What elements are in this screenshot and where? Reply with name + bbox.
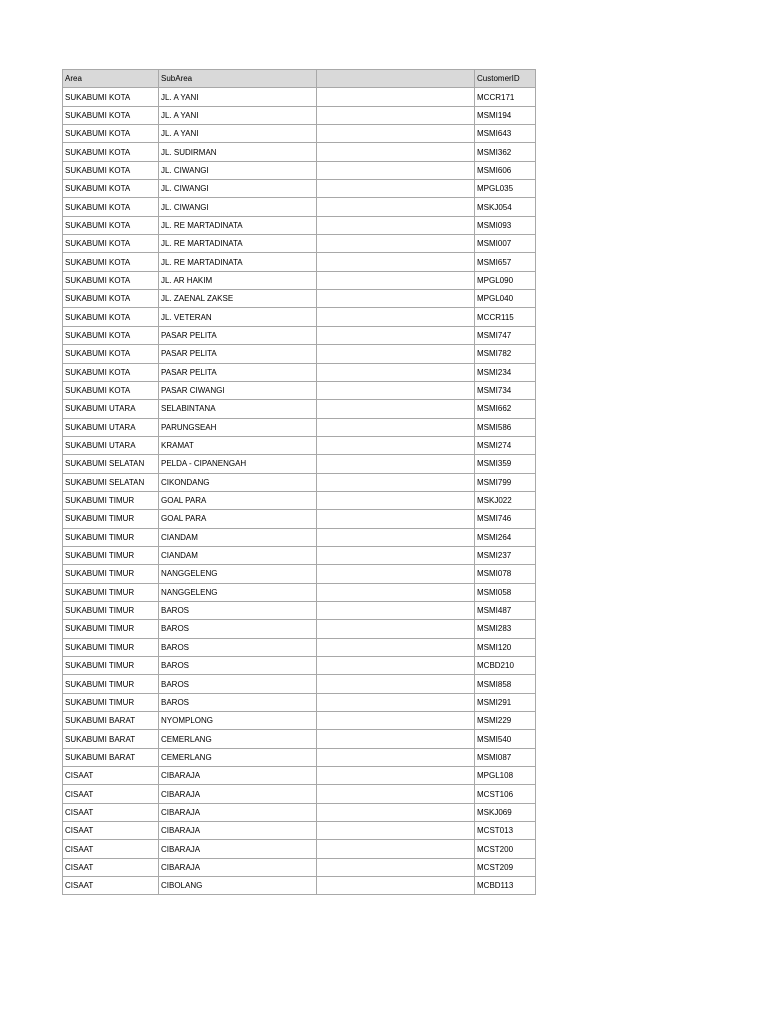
cell-subarea: BAROS — [159, 693, 317, 711]
cell-subarea: JL. ZAENAL ZAKSE — [159, 290, 317, 308]
table-row — [63, 88, 536, 106]
cell-subarea: CEMERLANG — [159, 748, 317, 766]
table-row — [63, 125, 536, 143]
cell-customer-id: MCST013 — [475, 822, 536, 840]
table-row — [63, 381, 536, 399]
cell-area: SUKABUMI TIMUR — [63, 528, 159, 546]
header-blank — [317, 70, 475, 88]
cell-subarea: JL. A YANI — [159, 125, 317, 143]
table-row — [63, 473, 536, 491]
cell-subarea: GOAL PARA — [159, 491, 317, 509]
cell-customer-id: MSMI606 — [475, 161, 536, 179]
header-customer-id: CustomerID — [475, 70, 536, 88]
table-row — [63, 106, 536, 124]
cell-customer-id: MPGL035 — [475, 180, 536, 198]
table-row — [63, 657, 536, 675]
cell-customer-id: MSMI746 — [475, 510, 536, 528]
table-row — [63, 693, 536, 711]
cell-area: SUKABUMI TIMUR — [63, 601, 159, 619]
cell-blank — [317, 565, 475, 583]
table-row — [63, 510, 536, 528]
cell-area: SUKABUMI KOTA — [63, 253, 159, 271]
table-row — [63, 436, 536, 454]
cell-blank — [317, 546, 475, 564]
cell-customer-id: MSMI586 — [475, 418, 536, 436]
cell-blank — [317, 803, 475, 821]
cell-customer-id: MPGL090 — [475, 271, 536, 289]
table-row — [63, 785, 536, 803]
table-body — [63, 88, 536, 895]
table-row — [63, 161, 536, 179]
cell-area: SUKABUMI BARAT — [63, 712, 159, 730]
cell-blank — [317, 235, 475, 253]
cell-blank — [317, 106, 475, 124]
cell-area: SUKABUMI TIMUR — [63, 620, 159, 638]
cell-blank — [317, 620, 475, 638]
table-row — [63, 583, 536, 601]
cell-customer-id: MSMI362 — [475, 143, 536, 161]
cell-area: CISAAT — [63, 767, 159, 785]
cell-customer-id: MCCR171 — [475, 88, 536, 106]
cell-area: CISAAT — [63, 858, 159, 876]
table-row — [63, 308, 536, 326]
cell-blank — [317, 638, 475, 656]
cell-blank — [317, 253, 475, 271]
cell-customer-id: MCCR115 — [475, 308, 536, 326]
cell-area: SUKABUMI BARAT — [63, 748, 159, 766]
cell-area: SUKABUMI UTARA — [63, 418, 159, 436]
cell-area: CISAAT — [63, 803, 159, 821]
cell-subarea: JL. RE MARTADINATA — [159, 235, 317, 253]
cell-customer-id: MSMI540 — [475, 730, 536, 748]
cell-blank — [317, 88, 475, 106]
cell-subarea: CIBARAJA — [159, 858, 317, 876]
cell-blank — [317, 601, 475, 619]
cell-area: CISAAT — [63, 840, 159, 858]
cell-subarea: KRAMAT — [159, 436, 317, 454]
cell-customer-id: MSMI087 — [475, 748, 536, 766]
cell-subarea: JL. RE MARTADINATA — [159, 253, 317, 271]
cell-customer-id: MSMI657 — [475, 253, 536, 271]
cell-customer-id: MPGL108 — [475, 767, 536, 785]
cell-customer-id: MSMI264 — [475, 528, 536, 546]
cell-area: SUKABUMI TIMUR — [63, 657, 159, 675]
cell-blank — [317, 858, 475, 876]
cell-area: SUKABUMI KOTA — [63, 290, 159, 308]
cell-customer-id: MSKJ069 — [475, 803, 536, 821]
table-row — [63, 546, 536, 564]
table-row — [63, 565, 536, 583]
cell-area: SUKABUMI KOTA — [63, 125, 159, 143]
cell-subarea: BAROS — [159, 675, 317, 693]
cell-customer-id: MSMI120 — [475, 638, 536, 656]
cell-customer-id: MCBD210 — [475, 657, 536, 675]
table-row — [63, 620, 536, 638]
table-row — [63, 216, 536, 234]
cell-area: SUKABUMI KOTA — [63, 363, 159, 381]
table-row — [63, 528, 536, 546]
cell-area: SUKABUMI SELATAN — [63, 455, 159, 473]
cell-customer-id: MSMI283 — [475, 620, 536, 638]
cell-blank — [317, 767, 475, 785]
cell-subarea: BAROS — [159, 657, 317, 675]
cell-area: SUKABUMI KOTA — [63, 216, 159, 234]
header-subarea: SubArea — [159, 70, 317, 88]
cell-area: CISAAT — [63, 822, 159, 840]
cell-subarea: JL. A YANI — [159, 106, 317, 124]
cell-subarea: JL. VETERAN — [159, 308, 317, 326]
table-row — [63, 822, 536, 840]
cell-customer-id: MSMI734 — [475, 381, 536, 399]
cell-area: SUKABUMI TIMUR — [63, 565, 159, 583]
cell-subarea: NYOMPLONG — [159, 712, 317, 730]
cell-blank — [317, 822, 475, 840]
cell-blank — [317, 381, 475, 399]
cell-customer-id: MCBD113 — [475, 877, 536, 895]
cell-blank — [317, 473, 475, 491]
cell-customer-id: MPGL040 — [475, 290, 536, 308]
cell-blank — [317, 345, 475, 363]
table-row — [63, 235, 536, 253]
cell-blank — [317, 748, 475, 766]
cell-blank — [317, 198, 475, 216]
cell-blank — [317, 271, 475, 289]
cell-area: SUKABUMI UTARA — [63, 400, 159, 418]
cell-area: SUKABUMI TIMUR — [63, 546, 159, 564]
cell-subarea: CIBARAJA — [159, 803, 317, 821]
cell-subarea: BAROS — [159, 620, 317, 638]
table-row — [63, 143, 536, 161]
cell-blank — [317, 436, 475, 454]
cell-subarea: CIBARAJA — [159, 785, 317, 803]
cell-subarea: JL. CIWANGI — [159, 198, 317, 216]
cell-area: CISAAT — [63, 785, 159, 803]
table-row — [63, 840, 536, 858]
cell-area: SUKABUMI TIMUR — [63, 583, 159, 601]
table-row — [63, 638, 536, 656]
cell-customer-id: MSMI799 — [475, 473, 536, 491]
table-row — [63, 675, 536, 693]
cell-customer-id: MSKJ054 — [475, 198, 536, 216]
table-row — [63, 271, 536, 289]
cell-customer-id: MSMI194 — [475, 106, 536, 124]
cell-blank — [317, 693, 475, 711]
cell-area: SUKABUMI SELATAN — [63, 473, 159, 491]
cell-subarea: CIBARAJA — [159, 767, 317, 785]
cell-blank — [317, 712, 475, 730]
cell-blank — [317, 510, 475, 528]
table-row — [63, 253, 536, 271]
cell-blank — [317, 657, 475, 675]
cell-blank — [317, 528, 475, 546]
cell-blank — [317, 400, 475, 418]
cell-blank — [317, 326, 475, 344]
cell-customer-id: MSMI237 — [475, 546, 536, 564]
cell-blank — [317, 491, 475, 509]
cell-customer-id: MSMI229 — [475, 712, 536, 730]
cell-area: SUKABUMI KOTA — [63, 88, 159, 106]
cell-area: SUKABUMI KOTA — [63, 308, 159, 326]
cell-subarea: CIANDAM — [159, 546, 317, 564]
table-row — [63, 730, 536, 748]
cell-customer-id: MCST209 — [475, 858, 536, 876]
cell-customer-id: MSMI093 — [475, 216, 536, 234]
cell-customer-id: MSMI858 — [475, 675, 536, 693]
cell-subarea: PASAR PELITA — [159, 345, 317, 363]
table-row — [63, 491, 536, 509]
cell-subarea: PASAR PELITA — [159, 326, 317, 344]
cell-area: SUKABUMI KOTA — [63, 161, 159, 179]
cell-area: SUKABUMI KOTA — [63, 235, 159, 253]
cell-blank — [317, 455, 475, 473]
cell-area: SUKABUMI UTARA — [63, 436, 159, 454]
cell-blank — [317, 180, 475, 198]
cell-subarea: BAROS — [159, 601, 317, 619]
table-row — [63, 601, 536, 619]
cell-subarea: CIANDAM — [159, 528, 317, 546]
cell-blank — [317, 675, 475, 693]
cell-area: SUKABUMI TIMUR — [63, 638, 159, 656]
cell-subarea: SELABINTANA — [159, 400, 317, 418]
table-row — [63, 767, 536, 785]
cell-subarea: CEMERLANG — [159, 730, 317, 748]
cell-subarea: NANGGELENG — [159, 583, 317, 601]
cell-subarea: PARUNGSEAH — [159, 418, 317, 436]
cell-blank — [317, 730, 475, 748]
cell-customer-id: MSMI291 — [475, 693, 536, 711]
table-row — [63, 345, 536, 363]
cell-area: SUKABUMI TIMUR — [63, 491, 159, 509]
cell-blank — [317, 290, 475, 308]
cell-customer-id: MSMI058 — [475, 583, 536, 601]
cell-blank — [317, 785, 475, 803]
cell-blank — [317, 308, 475, 326]
cell-subarea: CIBARAJA — [159, 822, 317, 840]
table-row — [63, 748, 536, 766]
cell-subarea: JL. AR HAKIM — [159, 271, 317, 289]
cell-subarea: CIBOLANG — [159, 877, 317, 895]
cell-customer-id: MSKJ022 — [475, 491, 536, 509]
cell-blank — [317, 125, 475, 143]
cell-area: SUKABUMI TIMUR — [63, 675, 159, 693]
table-row — [63, 400, 536, 418]
customer-table — [62, 69, 536, 895]
header-row — [63, 70, 536, 88]
cell-subarea: JL. RE MARTADINATA — [159, 216, 317, 234]
cell-customer-id: MSMI359 — [475, 455, 536, 473]
cell-customer-id: MSMI643 — [475, 125, 536, 143]
cell-blank — [317, 143, 475, 161]
table-row — [63, 198, 536, 216]
cell-customer-id: MCST106 — [475, 785, 536, 803]
table-row — [63, 180, 536, 198]
cell-customer-id: MSMI007 — [475, 235, 536, 253]
cell-area: SUKABUMI KOTA — [63, 326, 159, 344]
cell-area: SUKABUMI TIMUR — [63, 693, 159, 711]
cell-subarea: CIKONDANG — [159, 473, 317, 491]
cell-area: SUKABUMI KOTA — [63, 271, 159, 289]
cell-subarea: PASAR CIWANGI — [159, 381, 317, 399]
cell-blank — [317, 363, 475, 381]
cell-area: SUKABUMI BARAT — [63, 730, 159, 748]
table-row — [63, 712, 536, 730]
cell-area: SUKABUMI KOTA — [63, 143, 159, 161]
cell-area: SUKABUMI KOTA — [63, 180, 159, 198]
cell-area: SUKABUMI KOTA — [63, 345, 159, 363]
cell-customer-id: MSMI274 — [475, 436, 536, 454]
header-area: Area — [63, 70, 159, 88]
cell-area: SUKABUMI KOTA — [63, 106, 159, 124]
cell-area: SUKABUMI KOTA — [63, 198, 159, 216]
cell-subarea: BAROS — [159, 638, 317, 656]
cell-area: CISAAT — [63, 877, 159, 895]
cell-customer-id: MSMI234 — [475, 363, 536, 381]
cell-subarea: JL. CIWANGI — [159, 161, 317, 179]
cell-blank — [317, 161, 475, 179]
cell-customer-id: MSMI747 — [475, 326, 536, 344]
cell-subarea: PASAR PELITA — [159, 363, 317, 381]
cell-subarea: CIBARAJA — [159, 840, 317, 858]
cell-customer-id: MCST200 — [475, 840, 536, 858]
cell-area: SUKABUMI TIMUR — [63, 510, 159, 528]
cell-blank — [317, 840, 475, 858]
cell-subarea: GOAL PARA — [159, 510, 317, 528]
cell-area: SUKABUMI KOTA — [63, 381, 159, 399]
table-row — [63, 877, 536, 895]
table-row — [63, 858, 536, 876]
cell-blank — [317, 877, 475, 895]
cell-customer-id: MSMI662 — [475, 400, 536, 418]
cell-blank — [317, 583, 475, 601]
cell-customer-id: MSMI487 — [475, 601, 536, 619]
cell-subarea: JL. SUDIRMAN — [159, 143, 317, 161]
table-row — [63, 455, 536, 473]
cell-blank — [317, 418, 475, 436]
cell-customer-id: MSMI078 — [475, 565, 536, 583]
cell-blank — [317, 216, 475, 234]
cell-customer-id: MSMI782 — [475, 345, 536, 363]
cell-subarea: JL. CIWANGI — [159, 180, 317, 198]
cell-subarea: NANGGELENG — [159, 565, 317, 583]
table-row — [63, 290, 536, 308]
table-row — [63, 363, 536, 381]
table-row — [63, 418, 536, 436]
cell-subarea: JL. A YANI — [159, 88, 317, 106]
table-row — [63, 326, 536, 344]
table-row — [63, 803, 536, 821]
cell-subarea: PELDA - CIPANENGAH — [159, 455, 317, 473]
